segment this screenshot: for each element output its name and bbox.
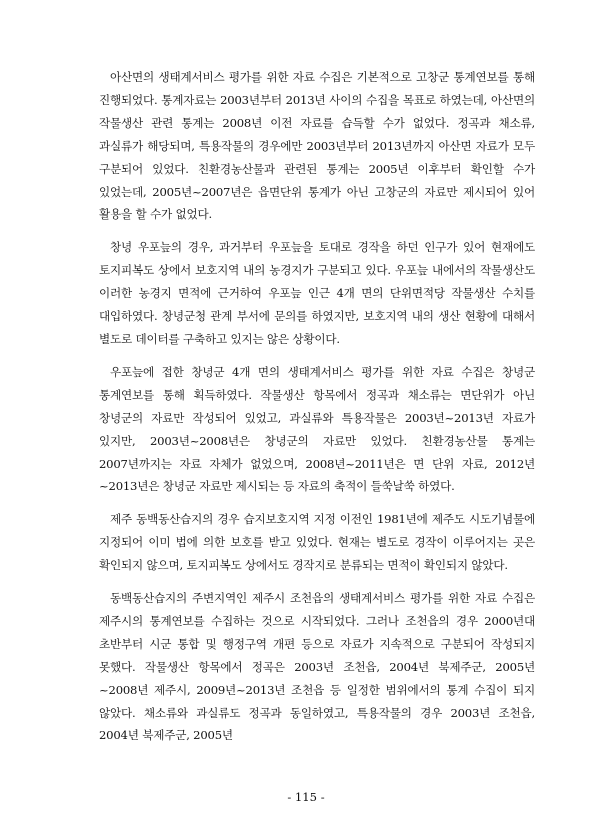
page-number: - 115 - xyxy=(287,790,325,804)
paragraph-dongbaek-wetland: 제주 동백동산습지의 경우 습지보호지역 지정 이전인 1981년에 제주도 시도기념물에 지정되어 이미 법에 의한 보호를 받고 있었다. 현재는 별도로 경작이 이루어지는 곳은 확인되지 않으며, 토지피복도 상에서도 경작지로 분류되는 면적이 확인되지 않았다. xyxy=(99,512,535,573)
document-body xyxy=(99,66,535,757)
paragraph-upo-wetland: 창녕 우포늪의 경우, 과거부터 우포늪을 토대로 경작을 하던 인구가 있어 현재에도 토지피복도 상에서 보호지역 내의 농경지가 구분되고 있다. 우포늪 내에서의 작물생산도 이러한 농경지 면적에 근거하여 우포늪 인근 4개 면의 단위면적당 작물생산 수치를 대입하였다. 창녕군청 관계 부서에 문의를 하였지만, 보호지역 내의 생산 현황에 대해서 별도로 데이터를 구축하고 있지는 않은 상황이다. xyxy=(99,240,535,346)
paragraph-asan: 아산면의 생태계서비스 평가를 위한 자료 수집은 기본적으로 고창군 통계연보를 통해 진행되었다. 통계자료는 2003년부터 2013년 사이의 수집을 목표로 하였는데, 아산면의 작물생산 관련 통계는 2008년 이전 자료를 습득할 수가 없었다. 정곡과 채소류, 과실류가 해당되며, 특용작물의 경우에만 2003년부터 2013년까지 아산면 자료가 모두 구분되어 있었다. 친환경농산물과 관련된 통계는 2005년 이후부터 확인할 수가 있었는데, 2005년~2007년은 읍면단위 통계가 아닌 고창군의 자료만 제시되어 있어 활용을 할 수가 없었다. xyxy=(99,70,535,222)
paragraph-jocheon: 동백동산습지의 주변지역인 제주시 조천읍의 생태계서비스 평가를 위한 자료 수집은 제주시의 통계연보를 수집하는 것으로 시작되었다. 그러나 조천읍의 경우 2000년대 초반부터 시군 통합 및 행정구역 개편 등으로 자료가 지속적으로 구분되어 작성되지 못했다. 작물생산 항목에서 정곡은 2003년 조천읍, 2004년 북제주군, 2005년~2008년 제주시, 2009년~2013년 조천읍 등 일정한 범위에서의 통계 수집이 되지 않았다. 채소류와 과실류도 정곡과 동일하였고, 특용작물의 경우 2003년 조천읍, 2004년 북제주군, 2005년 xyxy=(99,591,535,743)
paragraph-changnyeong: 우포늪에 접한 창녕군 4개 면의 생태계서비스 평가를 위한 자료 수집은 창녕군 통계연보를 통해 획득하였다. 작물생산 항목에서 정곡과 채소류는 면단위가 아닌 창녕군의 자료만 작성되어 있었고, 과실류와 특용작물은 2003년~2013년 자료가 있지만, 2003년~2008년은 창녕군의 자료만 있었다. 친환경농산물 통계는 2007년까지는 자료 자체가 없었으며, 2008년~2011년은 면 단위 자료, 2012년~2013년은 창녕군 자료만 제시되는 등 자료의 축적이 들쑥날쑥 하였다. xyxy=(99,364,535,494)
